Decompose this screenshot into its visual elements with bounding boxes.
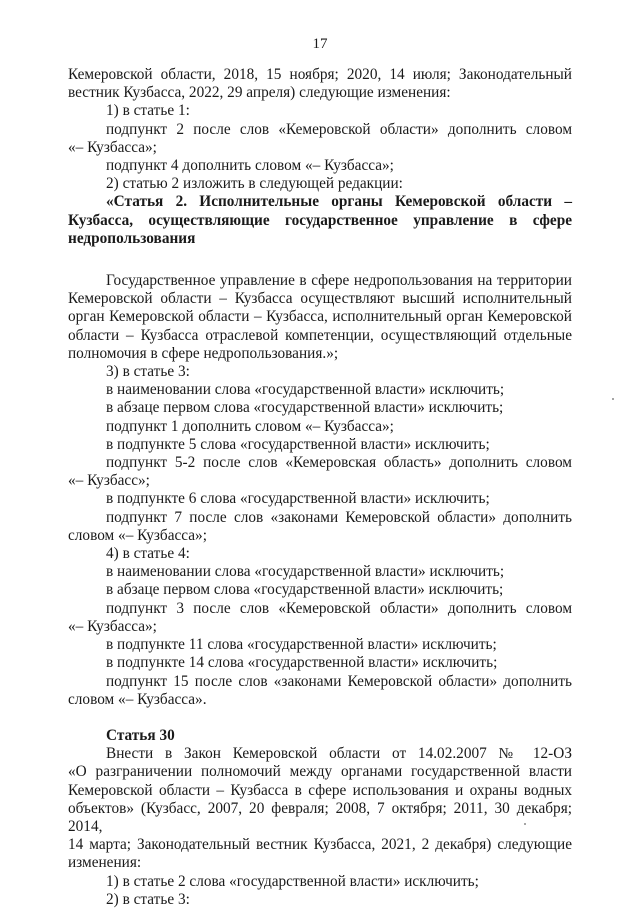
item4-line: в наименовании слова «государственной власти» исключить; bbox=[106, 563, 505, 581]
article2-title: Кузбасса, осуществляющие государственное управление в сфере bbox=[68, 211, 572, 229]
item1-subitem-4: подпункт 4 дополнить словом «– Кузбасса»; bbox=[106, 157, 394, 175]
article2-text-line: Кемеровской области – Кузбасса осуществляют высший исполнительный bbox=[68, 290, 572, 308]
document-body bbox=[68, 66, 572, 909]
scan-speck bbox=[612, 398, 614, 400]
article2-text-line: орган Кемеровской области – Кузбасса, исполнительный орган Кемеровской bbox=[68, 308, 572, 326]
article30-line: Внести в Закон Кемеровской области от 14.02.2007 № 12-ОЗ bbox=[106, 745, 572, 763]
intro-line: вестник Кузбасса, 2022, 29 апреля) следующие изменения: bbox=[68, 84, 451, 102]
article30-title: Статья 30 bbox=[106, 726, 175, 744]
item4-line: подпункт 3 после слов «Кемеровской области» дополнить словом bbox=[106, 599, 572, 617]
intro-line: Кемеровской области, 2018, 15 ноября; 2020, 14 июля; Законодательный bbox=[68, 66, 572, 83]
item4-line: в подпункте 11 слова «государственной власти» исключить; bbox=[106, 636, 497, 654]
item3-line: «– Кузбасс»; bbox=[68, 472, 150, 490]
article30-line: «О разграничении полномочий между органами государственной власти bbox=[68, 763, 572, 781]
item3-line: в подпункте 5 слова «государственной власти» исключить; bbox=[106, 435, 490, 453]
article30-item1: 1) в статье 2 слова «государственной власти» исключить; bbox=[106, 872, 479, 890]
item4-line: словом «– Кузбасса». bbox=[68, 690, 207, 708]
item3-line: в наименовании слова «государственной власти» исключить; bbox=[106, 381, 505, 399]
item1-subitem-2: подпункт 2 после слов «Кемеровской области» дополнить словом bbox=[106, 120, 572, 138]
article30-line: объектов» (Кузбасс, 2007, 20 февраля; 2008, 7 октября; 2011, 30 декабря; 2014, bbox=[68, 799, 572, 835]
article30-item2: 2) в статье 3: bbox=[106, 890, 190, 908]
item3-line: подпункт 7 после слов «законами Кемеровской области» дополнить bbox=[106, 508, 572, 526]
item1-subitem-2-cont: «– Кузбасса»; bbox=[68, 138, 157, 156]
item3-line: подпункт 1 дополнить словом «– Кузбасса»; bbox=[106, 417, 394, 435]
article2-text-line: области – Кузбасса отраслевой компетенции, осуществляющий отдельные bbox=[68, 326, 572, 344]
article2-title: «Статья 2. Исполнительные органы Кемеровской области – bbox=[106, 193, 572, 211]
article30-line: изменения: bbox=[68, 854, 142, 872]
item4-line: подпункт 15 после слов «законами Кемеровской области» дополнить bbox=[106, 672, 572, 690]
article30-line: Кемеровской области – Кузбасса в сфере использования и охраны водных bbox=[68, 781, 572, 799]
item1-heading: 1) в статье 1: bbox=[106, 102, 190, 120]
item3-line: в подпункте 6 слова «государственной власти» исключить; bbox=[106, 490, 490, 508]
article2-title: недропользования bbox=[68, 229, 196, 247]
item3-line: подпункт 5-2 после слов «Кемеровская область» дополнить словом bbox=[106, 454, 572, 472]
page-number: 17 bbox=[312, 36, 328, 52]
scan-speck bbox=[524, 823, 526, 825]
item4-heading: 4) в статье 4: bbox=[106, 545, 190, 563]
article2-text-line: полномочия в сфере недропользования.»; bbox=[68, 344, 339, 362]
item4-line: в абзаце первом слова «государственной власти» исключить; bbox=[106, 581, 504, 599]
item4-line: «– Кузбасса»; bbox=[68, 617, 157, 635]
article30-line: 14 марта; Законодательный вестник Кузбасса, 2021, 2 декабря) следующие bbox=[68, 836, 572, 854]
item2-heading: 2) статью 2 изложить в следующей редакции: bbox=[106, 175, 403, 193]
article2-text-line: Государственное управление в сфере недропользования на территории bbox=[106, 272, 572, 290]
item4-line: в подпункте 14 слова «государственной власти» исключить; bbox=[106, 654, 498, 672]
item3-line: в абзаце первом слова «государственной власти» исключить; bbox=[106, 399, 504, 417]
item3-line: словом «– Кузбасса»; bbox=[68, 526, 207, 544]
item3-heading: 3) в статье 3: bbox=[106, 363, 190, 381]
